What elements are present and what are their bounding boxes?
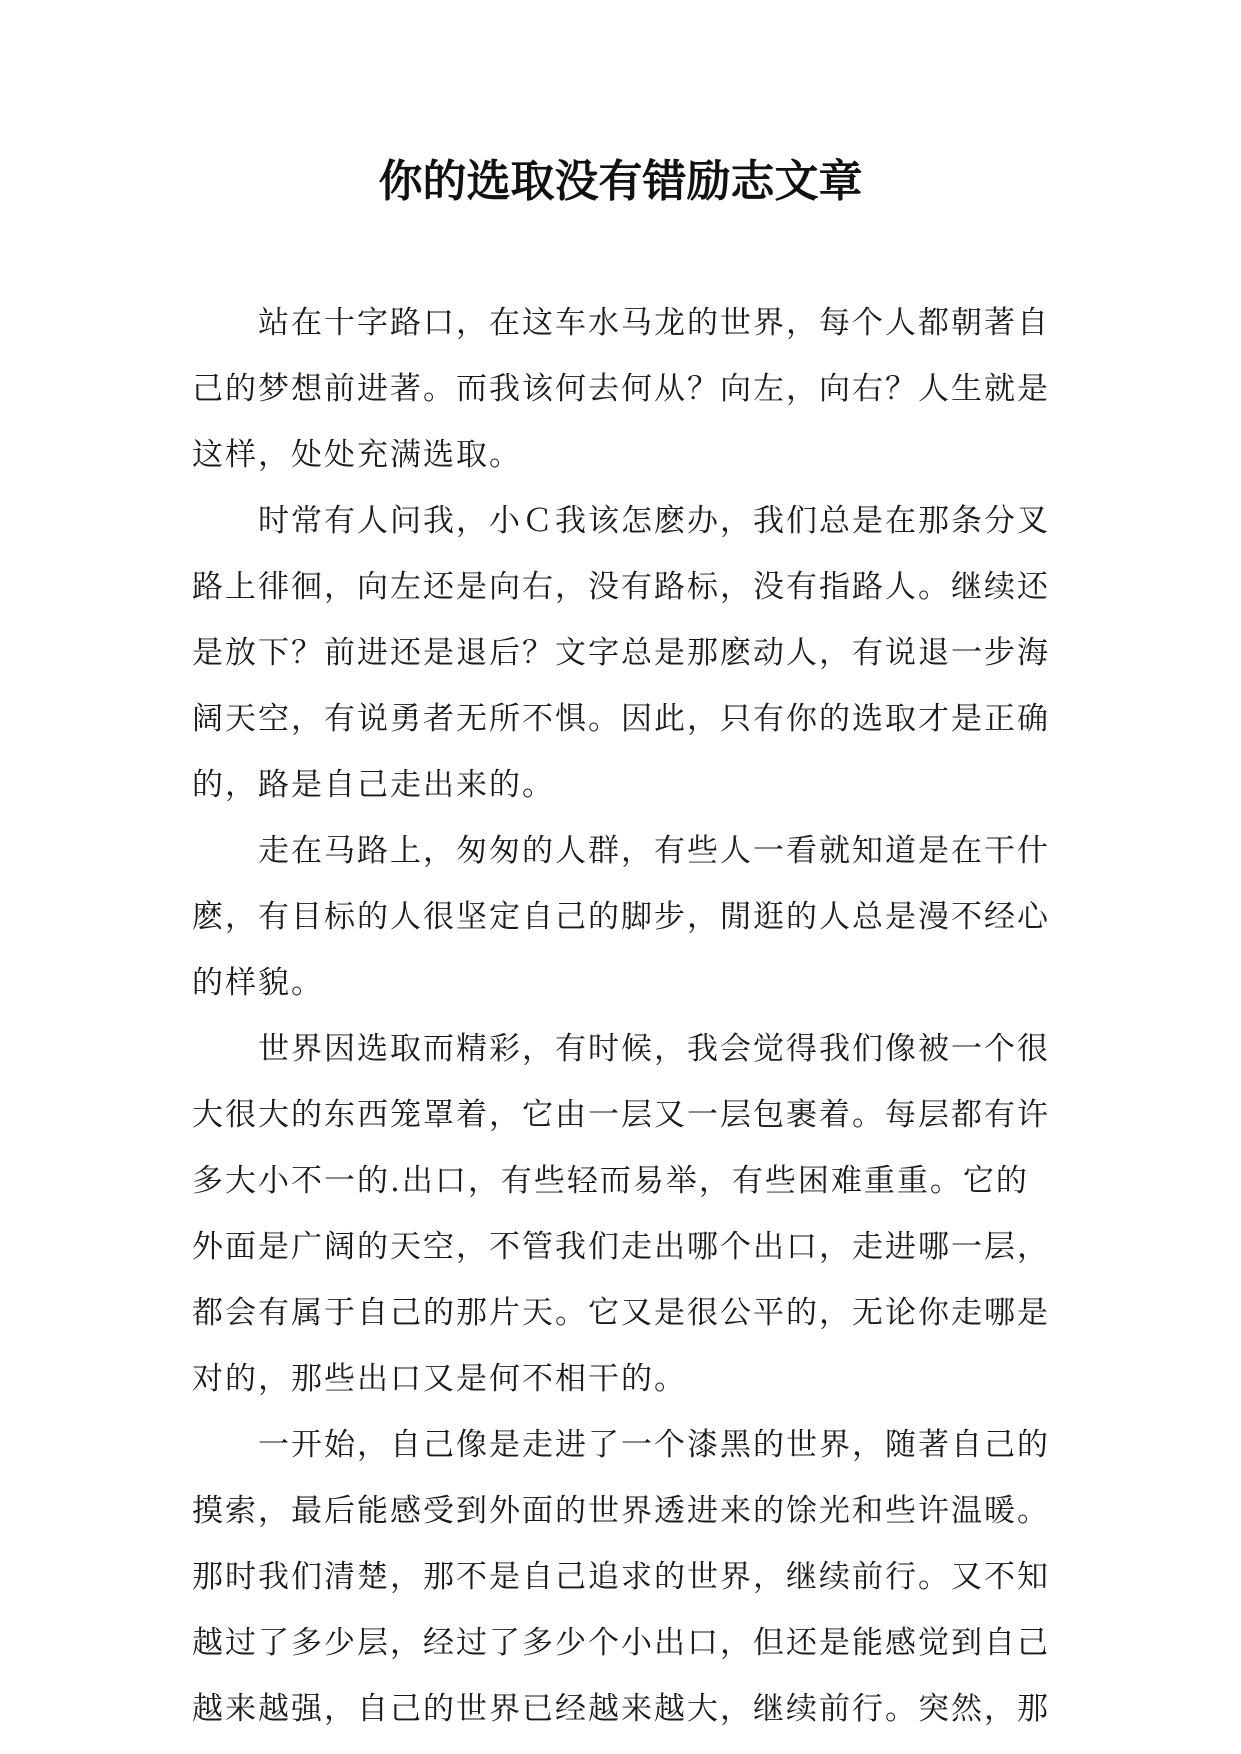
document-title: 你的选取没有错励志文章 [378, 156, 863, 207]
text-line: 的，路是自己走出来的。 [192, 767, 555, 803]
text-line: 是放下？前进还是退后？文字总是那麽动人，有说退一步海 [192, 635, 1050, 671]
text-line: 己的梦想前进著。而我该何去何从？向左，向右？人生就是 [192, 371, 1050, 407]
text-line: 都会有属于自己的那片天。它又是很公平的，无论你走哪是 [192, 1295, 1050, 1331]
text-line: 那时我们清楚，那不是自己追求的世界，继续前行。又不知 [192, 1559, 1050, 1595]
text-line: 外面是广阔的天空，不管我们走出哪个出口，走进哪一层， [192, 1229, 1050, 1265]
text-line: 阔天空，有说勇者无所不惧。因此，只有你的选取才是正确 [192, 701, 1050, 737]
document-body [192, 290, 1072, 1742]
text-line: 越过了多少层，经过了多少个小出口，但还是能感觉到自己 [192, 1625, 1050, 1661]
text-line: 这样，处处充满选取。 [192, 437, 522, 473]
text-line: 走在马路上，匆匆的人群，有些人一看就知道是在干什 [192, 833, 1050, 869]
text-line: 摸索，最后能感受到外面的世界透进来的馀光和些许温暖。 [192, 1493, 1050, 1529]
text-line: 大很大的东西笼罩着，它由一层又一层包裹着。每层都有许 [192, 1097, 1050, 1133]
text-line: 时常有人问我，小Ｃ我该怎麽办，我们总是在那条分叉 [192, 503, 1050, 539]
text-line: 的样貌。 [192, 965, 324, 1001]
text-line: 多大小不一的.出口，有些轻而易举，有些困难重重。它的 [192, 1163, 1029, 1199]
text-line: 路上徘徊，向左还是向右，没有路标，没有指路人。继续还 [192, 569, 1050, 605]
text-line: 世界因选取而精彩，有时候，我会觉得我们像被一个很 [192, 1031, 1050, 1067]
text-line: 对的，那些出口又是何不相干的。 [192, 1361, 687, 1397]
text-line: 站在十字路口，在这车水马龙的世界，每个人都朝著自 [192, 305, 1050, 341]
text-line: 一开始，自己像是走进了一个漆黑的世界，随著自己的 [192, 1427, 1050, 1463]
text-line: 越来越强，自己的世界已经越来越大，继续前行。突然，那 [192, 1691, 1050, 1727]
text-line: 麽，有目标的人很坚定自己的脚步，閒逛的人总是漫不经心 [192, 899, 1050, 935]
